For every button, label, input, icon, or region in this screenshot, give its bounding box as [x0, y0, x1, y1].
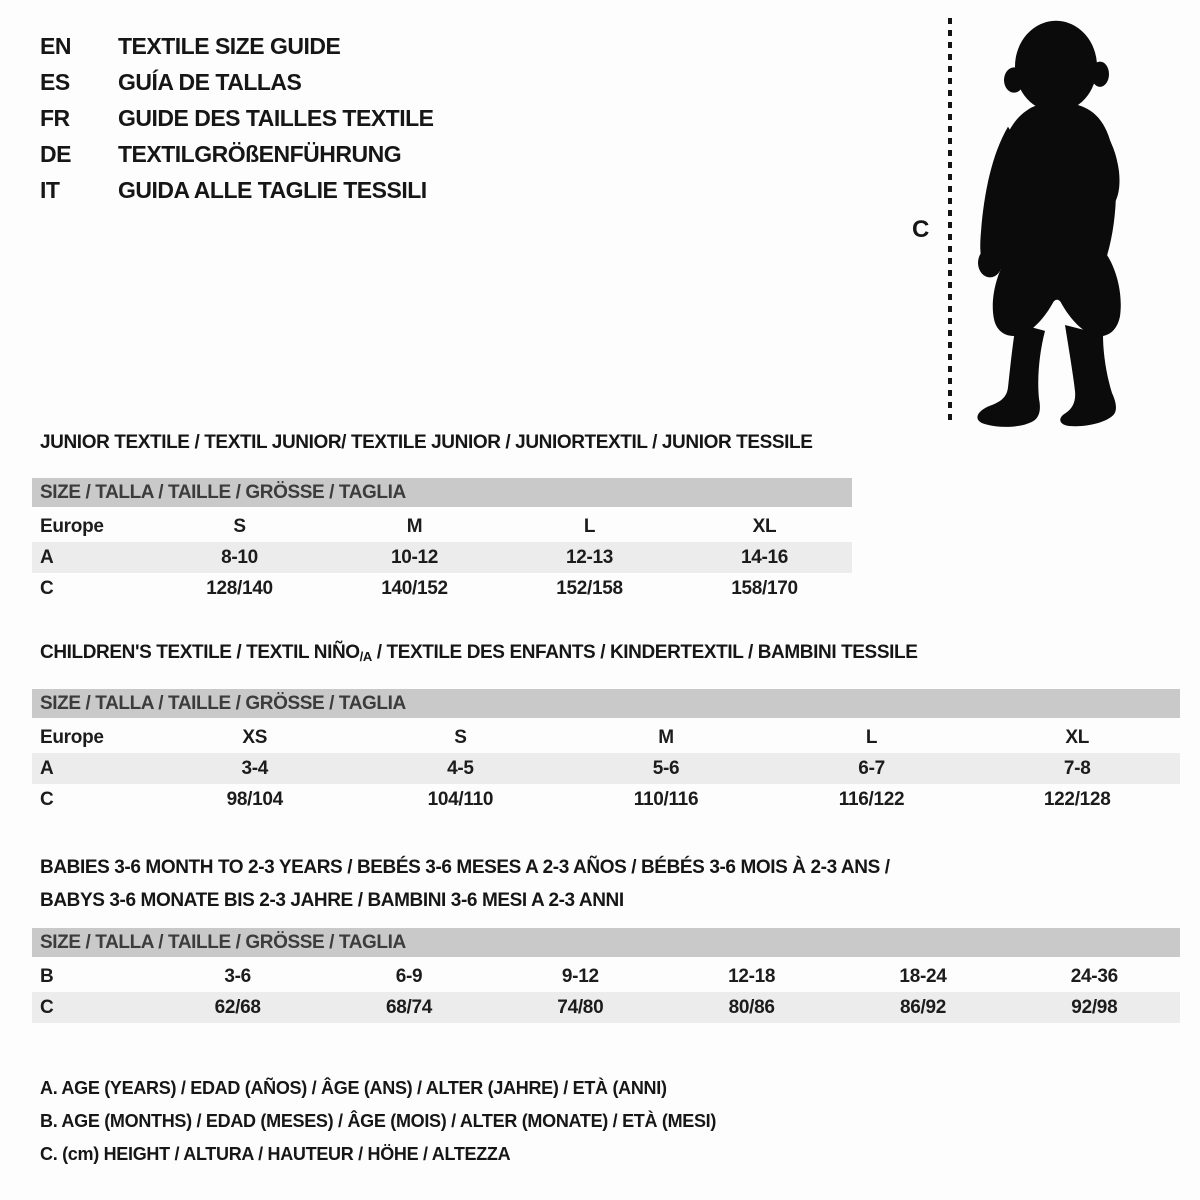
months-cell: 24-36 — [1070, 965, 1118, 987]
guide-title-fr: GUIDE DES TAILLES TEXTILE — [118, 105, 434, 131]
size-cell: S — [233, 515, 246, 537]
age-cell: 4-5 — [447, 757, 474, 779]
table-row — [32, 722, 1180, 753]
language-code: FR — [40, 105, 70, 131]
children-section-title — [40, 642, 1180, 664]
legend-line-b: B. AGE (MONTHS) / EDAD (MESES) / ÂGE (MOIS) / ALTER (MONATE) / ETÀ (MESI) — [40, 1111, 717, 1131]
guide-title-it: GUIDA ALLE TAGLIE TESSILI — [118, 177, 427, 203]
size-cell: S — [454, 726, 467, 748]
height-cell: 116/122 — [838, 788, 905, 810]
children-title-post: / TEXTILE DES ENFANTS / KINDERTEXTIL / BAMBINI TESSILE — [371, 642, 918, 663]
row-label: C — [40, 788, 54, 810]
age-cell: 5-6 — [652, 757, 680, 779]
months-cell: 12-18 — [728, 965, 776, 987]
guide-title-de: TEXTILGRÖßENFÜHRUNG — [118, 141, 402, 167]
language-row-fr — [40, 100, 434, 136]
age-cell: 3-4 — [241, 757, 269, 779]
size-cell: L — [583, 515, 596, 537]
table-row — [32, 573, 852, 604]
children-title-sub: /A — [359, 649, 372, 664]
height-dashed-line-icon — [948, 18, 952, 422]
row-label: B — [40, 965, 54, 987]
table-row — [32, 511, 852, 542]
age-cell: 10-12 — [390, 546, 439, 568]
height-cell: 86/92 — [899, 996, 946, 1018]
children-size-header: SIZE / TALLA / TAILLE / GRÖSSE / TAGLIA — [32, 689, 1180, 718]
size-cell: XL — [1065, 726, 1090, 748]
language-row-es — [40, 64, 434, 100]
age-cell: 8-10 — [221, 546, 258, 568]
children-title-pre: CHILDREN'S TEXTILE / TEXTIL NIÑO — [40, 642, 360, 663]
language-code: DE — [40, 141, 71, 167]
children-textile-section — [32, 642, 1180, 815]
height-cell: 80/86 — [728, 996, 775, 1018]
height-cell: 122/128 — [1043, 788, 1111, 810]
size-cell: M — [406, 515, 423, 537]
babies-section-title-line1: BABIES 3-6 MONTH TO 2-3 YEARS / BEBÉS 3-6 MESES A 2-3 AÑOS / BÉBÉS 3-6 MOIS À 2-3 ANS / — [40, 857, 890, 878]
age-cell: 14-16 — [740, 546, 789, 568]
height-cell: 62/68 — [214, 996, 261, 1018]
guide-title-es: GUÍA DE TALLAS — [118, 69, 302, 95]
language-code: IT — [40, 177, 60, 203]
babies-size-table — [32, 961, 1180, 1023]
table-row — [32, 542, 852, 573]
guide-title-en: TEXTILE SIZE GUIDE — [118, 33, 341, 59]
legend-line-a: A. AGE (YEARS) / EDAD (AÑOS) / ÂGE (ANS) / ALTER (JAHRE) / ETÀ (ANNI) — [40, 1078, 667, 1098]
babies-textile-section — [32, 851, 1180, 1023]
language-code: EN — [40, 33, 71, 59]
measure-legend — [40, 1072, 716, 1171]
row-label: Europe — [40, 726, 104, 748]
junior-textile-section — [32, 432, 852, 604]
size-cell: M — [658, 726, 674, 748]
size-cell: L — [865, 726, 878, 748]
language-row-de — [40, 136, 434, 172]
junior-size-header: SIZE / TALLA / TAILLE / GRÖSSE / TAGLIA — [32, 478, 852, 507]
months-cell: 3-6 — [224, 965, 251, 987]
months-cell: 18-24 — [899, 965, 947, 987]
height-cell: 104/110 — [427, 788, 494, 810]
row-label: A — [40, 757, 54, 779]
children-size-table — [32, 722, 1180, 815]
height-cell: 110/116 — [633, 788, 699, 810]
height-cell: 98/104 — [226, 788, 283, 810]
language-row-en — [40, 28, 434, 64]
babies-size-header: SIZE / TALLA / TAILLE / GRÖSSE / TAGLIA — [32, 928, 1180, 957]
months-cell: 9-12 — [561, 965, 599, 987]
junior-size-table — [32, 511, 852, 604]
babies-section-title-line2: BABYS 3-6 MONATE BIS 2-3 JAHRE / BAMBINI 3-6 MESI A 2-3 ANNI — [40, 890, 624, 911]
language-guide — [40, 28, 434, 208]
legend-line-c: C. (cm) HEIGHT / ALTURA / HAUTEUR / HÖHE / ALTEZZA — [40, 1144, 511, 1164]
height-cell: 158/170 — [731, 577, 798, 599]
junior-section-title: JUNIOR TEXTILE / TEXTIL JUNIOR/ TEXTILE JUNIOR / JUNIORTEXTIL / JUNIOR TESSILE — [40, 432, 813, 453]
row-label: Europe — [40, 515, 104, 537]
height-cell: 152/158 — [556, 577, 623, 599]
age-cell: 7-8 — [1063, 757, 1091, 779]
height-measure-label: C — [912, 216, 930, 243]
height-cell: 74/80 — [557, 996, 604, 1018]
toddler-silhouette-icon — [964, 12, 1150, 430]
row-label: C — [40, 577, 54, 599]
table-row — [32, 784, 1180, 815]
size-cell: XS — [242, 726, 268, 748]
age-cell: 12-13 — [565, 546, 614, 568]
height-cell: 140/152 — [381, 577, 448, 599]
size-cell: XL — [752, 515, 777, 537]
months-cell: 6-9 — [395, 965, 423, 987]
language-code: ES — [40, 69, 70, 95]
age-cell: 6-7 — [858, 757, 885, 779]
row-label: C — [40, 996, 54, 1018]
row-label: A — [40, 546, 54, 568]
table-row — [32, 961, 1180, 992]
table-row — [32, 992, 1180, 1023]
height-cell: 128/140 — [206, 577, 273, 599]
language-row-it — [40, 172, 434, 208]
height-cell: 68/74 — [385, 996, 433, 1018]
height-measure-figure — [900, 12, 1168, 436]
height-cell: 92/98 — [1071, 996, 1118, 1018]
table-row — [32, 753, 1180, 784]
